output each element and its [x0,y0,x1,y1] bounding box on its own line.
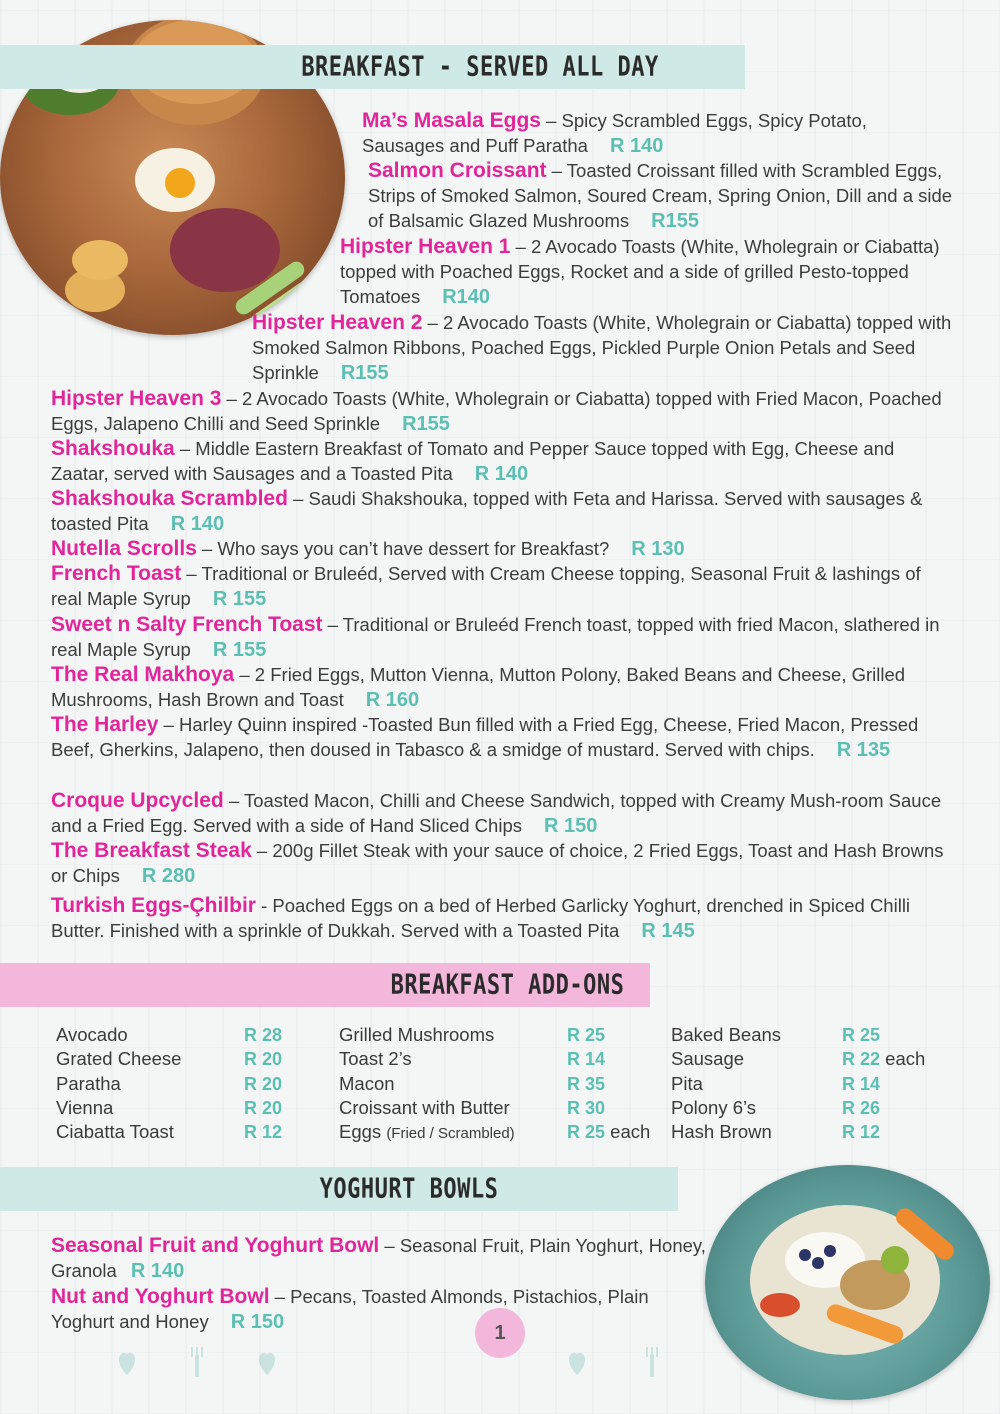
item-name: French Toast [51,562,182,585]
item-price: R 155 [212,588,267,611]
item-description: – Traditional or Bruleéd, Served with Cream Cheese topping, Seasonal Fruit & lashings of real Maple Syrup [51,563,921,610]
menu-item [51,561,956,612]
menu-item [51,662,956,713]
item-name: Hipster Heaven 3 [51,387,222,410]
addon-row [339,1023,669,1047]
addon-suffix: each [610,1121,651,1143]
addon-row [671,1120,961,1144]
addon-price: R 35 [567,1073,606,1094]
item-description: – 200g Fillet Steak with your sauce of choice, 2 Fried Eggs, Toast and Hash Browns or Chips [51,840,944,887]
addon-name: Grilled Mushrooms [339,1024,495,1045]
item-description: – 2 Fried Eggs, Mutton Vienna, Mutton Polony, Baked Beans and Cheese, Grilled Mushrooms, Hash Brown and Toast [51,664,906,711]
item-price: R155 [340,362,389,385]
item-description: – Seasonal Fruit, Plain Yoghurt, Honey, Granola [51,1235,706,1282]
item-name: Sweet n Salty French Toast [51,613,323,636]
item-price: R 140 [170,513,225,536]
addon-price: R 14 [567,1049,606,1070]
item-name: Salmon Croissant [368,159,547,182]
menu-item [51,1233,716,1284]
menu-item [51,486,956,537]
item-description: – Harley Quinn inspired -Toasted Bun filled with a Fried Egg, Cheese, Fried Macon, Pressed Beef, Gherkins, Jalapeno, then doused in Tabasco & a smidge of mustard. Served with chips. [51,714,919,761]
addon-price: R 25 [567,1025,606,1045]
addon-name: Vienna [56,1096,114,1118]
addon-row [671,1023,961,1047]
addon-price: R 20 [244,1073,283,1094]
item-description: - Poached Eggs on a bed of Herbed Garlicky Yoghurt, drenched in Spiced Chilli Butter. Finished with a sprinkle of Dukkah. Served with a Toasted Pita [51,895,911,942]
menu-item [51,788,956,839]
addon-name: Polony 6’s [671,1096,757,1118]
addon-row [339,1120,669,1146]
item-price: R 150 [543,815,598,838]
item-name: The Breakfast Steak [51,839,252,862]
heart-apple-icon [115,1345,139,1379]
item-name: Seasonal Fruit and Yoghurt Bowl [51,1234,380,1257]
item-price: R 140 [474,463,529,486]
addon-row [56,1023,316,1047]
menu-item [51,893,956,944]
item-name: Nutella Scrolls [51,537,197,560]
item-name: Shakshouka Scrambled [51,487,288,510]
addon-name: Macon [339,1072,395,1094]
addon-price: R 28 [244,1025,283,1045]
addon-name: Eggs [339,1121,382,1143]
fork-icon [640,1345,664,1379]
addon-price: R 25 [567,1122,606,1143]
item-description: – Who says you can’t have dessert for Breakfast? [196,538,610,559]
addon-name: Pita [671,1072,703,1094]
item-name: Ma’s Masala Eggs [362,109,541,132]
item-description: – Pecans, Toasted Almonds, Pistachios, Plain Yoghurt and Honey [51,1286,649,1333]
addon-row [56,1096,316,1120]
addon-name: Sausage [671,1048,745,1070]
addon-name: Baked Beans [671,1024,782,1045]
menu-item [51,612,956,663]
item-price: R155 [402,413,450,436]
menu-item [51,436,956,487]
menu-item [252,310,952,387]
menu-item [362,108,942,159]
addon-row [339,1047,669,1071]
addon-price: R 20 [244,1049,283,1070]
item-description: – Toasted Macon, Chilli and Cheese Sandwich, topped with Creamy Mush-room Sauce and a Fried Egg. Served with a side of Hand Sliced Chips [51,790,942,837]
item-description: – Spicy Scrambled Eggs, Spicy Potato, Sausages and Puff Paratha [362,110,867,157]
item-name: Shakshouka [51,437,175,460]
menu-item [51,712,956,763]
addon-name: Paratha [56,1072,121,1094]
addon-price: R 12 [244,1122,283,1143]
addon-price: R 14 [842,1073,881,1094]
yoghurt-section-banner [0,1167,678,1211]
addon-name: Ciabatta Toast [56,1121,174,1143]
addons-column-1 [56,1023,316,1144]
addons-column-3 [671,1023,961,1144]
item-price: R 145 [641,920,695,943]
addon-suffix: each [885,1048,926,1070]
item-description: – 2 Avocado Toasts (White, Wholegrain or Ciabatta) topped with Fried Macon, Poached Eggs, Jalapeno Chilli and Seed Sprinkle [51,388,942,435]
item-name: Nut and Yoghurt Bowl [51,1285,270,1308]
heart-apple-icon [255,1345,279,1379]
menu-item [51,386,956,437]
item-name: Hipster Heaven 2 [252,311,423,334]
addon-name: Avocado [56,1024,128,1045]
yoghurt-bowl-photo [705,1165,990,1400]
addon-name: Croissant with Butter [339,1096,510,1118]
menu-item [51,838,956,889]
item-price: R 140 [609,135,664,158]
item-name: Turkish Eggs-Çhilbir [51,894,256,917]
item-price: R 280 [141,865,196,888]
addon-price: R 30 [567,1097,606,1118]
item-description: – 2 Avocado Toasts (White, Wholegrain or Ciabatta) topped with Poached Eggs, Rocket and a side of grilled Pesto-topped Tomatoes [340,236,940,308]
item-name: Croque Upcycled [51,789,224,812]
item-price: R155 [651,210,699,233]
addon-note: (Fried / Scrambled) [386,1125,515,1143]
menu-item [340,234,965,311]
item-price: R 140 [130,1260,185,1283]
addon-row [671,1072,961,1096]
item-description: – Toasted Croissant filled with Scrambled Eggs, Strips of Smoked Salmon, Soured Cream, Spring Onion, Dill and a side of Balsamic Glazed Mushrooms [368,160,953,232]
item-description: – Traditional or Bruleéd French toast, topped with fried Macon, slathered in real Maple Syrup [51,614,940,661]
addons-column-2 [339,1023,669,1146]
item-name: The Real Makhoya [51,663,235,686]
addon-row [339,1072,669,1096]
addons-section-title: BREAKFAST ADD-ONS [390,969,625,1001]
breakfast-section-banner [0,45,745,89]
addon-row [671,1096,961,1120]
item-price: R 155 [212,639,267,662]
addon-name: Grated Cheese [56,1048,182,1070]
page-number: 1 [475,1308,525,1358]
addon-row [56,1047,316,1071]
item-price: R 160 [365,689,420,712]
fork-icon [185,1345,209,1379]
addon-price: R 12 [842,1122,881,1143]
addon-price: R 22 [842,1049,881,1070]
item-price: R 130 [631,538,685,560]
menu-item [368,158,963,235]
item-price: R 150 [230,1311,285,1334]
addons-section-banner [0,963,650,1007]
addon-price: R 26 [842,1097,881,1118]
menu-item [51,1284,681,1335]
item-name: Hipster Heaven 1 [340,235,511,258]
item-description: – 2 Avocado Toasts (White, Wholegrain or Ciabatta) topped with Smoked Salmon Ribbons, Poached Eggs, Pickled Purple Onion Petals and Seed Sprinkle [252,312,952,384]
addon-price: R 25 [842,1025,881,1045]
addon-row [56,1120,316,1144]
item-name: The Harley [51,713,159,736]
addon-name: Hash Brown [671,1121,772,1143]
yoghurt-section-title: YOGHURT BOWLS [319,1173,499,1205]
menu-item [51,536,956,562]
addon-row [339,1096,669,1120]
item-price: R140 [442,286,491,309]
breakfast-section-title: BREAKFAST - SERVED ALL DAY [301,51,659,83]
item-description: – Middle Eastern Breakfast of Tomato and Pepper Sauce topped with Egg, Cheese and Zaatar, served with Sausages and a Toasted Pita [51,438,895,485]
addon-name: Toast 2’s [339,1048,412,1070]
item-price: R 135 [836,739,891,762]
heart-apple-icon [565,1345,589,1379]
addon-row [56,1072,316,1096]
item-description: – Saudi Shakshouka, topped with Feta and Harissa. Served with sausages & toasted Pita [51,488,923,535]
addon-row [671,1047,961,1071]
addon-price: R 20 [244,1097,283,1118]
